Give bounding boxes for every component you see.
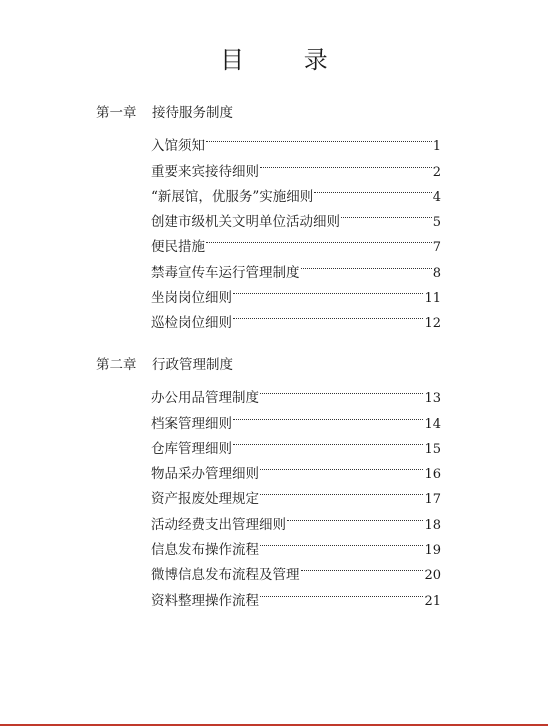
chapter-1 [96,101,456,332]
toc-entry-label: 巡检岗位细则 [151,315,232,332]
dot-leader [301,251,432,276]
toc-page-number: 8 [432,265,441,281]
dot-leader [260,377,423,402]
dot-leader [260,579,423,604]
chapter-heading [96,353,456,377]
dot-leader [314,176,431,201]
toc-entry-label: 资料整理操作流程 [151,592,259,609]
dot-leader [206,226,432,251]
toc-page-number: 12 [424,316,441,332]
chapter-heading [96,101,456,125]
toc-page-number: 16 [424,467,441,483]
toc-page-number: 13 [424,391,441,407]
dot-leader [233,428,423,453]
toc-entry-label: 微博信息发布流程及管理 [151,567,300,584]
toc-page-number: 4 [432,189,441,205]
toc-page-number: 1 [432,139,441,155]
dot-leader [287,503,423,528]
chapter-number: 第一章 [96,105,137,121]
toc-entry-label: 活动经费支出管理细则 [151,516,286,533]
toc-entry-label: 物品采办管理细则 [151,466,259,483]
toc-page-number: 15 [424,441,441,457]
chapter-entries [151,125,441,332]
dot-leader [206,125,432,150]
toc-entry[interactable] [151,125,441,155]
chapter-entries [151,377,441,609]
dot-leader [260,453,423,478]
toc-entry-label: 禁毒宣传车运行管理制度 [151,264,300,281]
dot-leader [233,277,423,302]
chapter-title: 行政管理制度 [152,357,233,373]
toc-entry-label: 重要来宾接待细则 [151,163,259,180]
toc-entry-label: “新展馆，优服务”实施细则 [151,188,314,205]
toc-entry-label: 仓库管理细则 [151,440,232,457]
page-title: 目 录 [220,46,354,74]
dot-leader [301,554,424,579]
toc-page-number: 7 [432,240,441,256]
dot-leader [260,529,423,554]
toc-page-number: 19 [424,543,441,559]
toc-entry-label: 办公用品管理制度 [151,390,259,407]
toc-page-number: 17 [424,492,441,508]
toc-entry-label: 便民措施 [151,239,205,256]
toc-page-number: 2 [432,164,441,180]
toc-entry-label: 资产报废处理规定 [151,491,259,508]
dot-leader [260,150,432,175]
dot-leader [341,201,432,226]
toc-page-number: 11 [424,291,441,307]
dot-leader [233,402,423,427]
toc-entry-label: 信息发布操作流程 [151,542,259,559]
chapter-number: 第二章 [96,357,137,373]
chapter-2 [96,353,456,609]
chapter-title: 接待服务制度 [152,105,233,121]
toc-page-number: 14 [424,416,441,432]
toc-page-number: 21 [424,593,441,609]
toc-entry-label: 创建市级机关文明单位活动细则 [151,214,340,231]
toc-entry-label: 入馆须知 [151,138,205,155]
toc-page-number: 5 [432,215,441,231]
toc-entry-label: 档案管理细则 [151,415,232,432]
toc-entry-label: 坐岗岗位细则 [151,290,232,307]
dot-leader [233,302,423,327]
toc-page-number: 20 [424,568,441,584]
toc-entry[interactable] [151,377,441,407]
toc-page-number: 18 [424,517,441,533]
dot-leader [260,478,423,503]
